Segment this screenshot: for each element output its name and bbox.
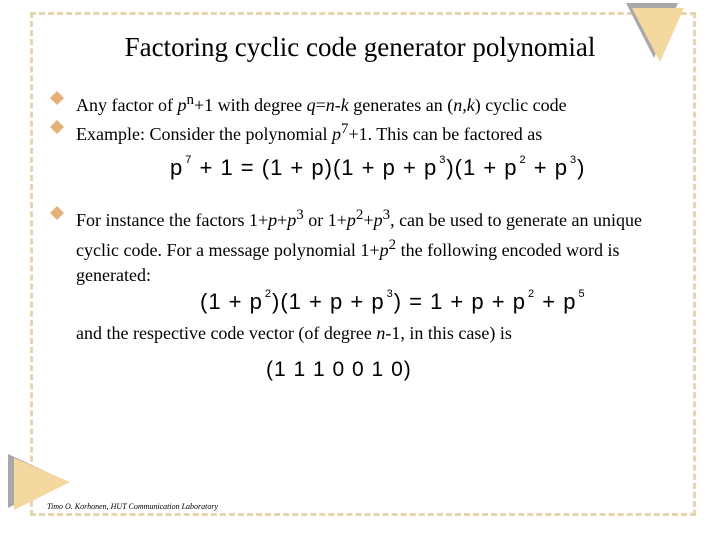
diamond-bullet-icon [50, 88, 76, 105]
code-vector: (1 1 1 0 0 1 0) [266, 358, 412, 381]
encoding-equation: (1 + p $^2$)(1 + p + p $^3$) = 1 + p + p $^2$ + p $^5$ [200, 288, 586, 314]
bullet-text: Example: Consider the polynomial $p^7+1$. This can be factored as [76, 121, 543, 144]
diamond-bullet-icon [50, 203, 76, 220]
code-vector-description: and the respective code vector (of degree n-1, in this case) is [76, 323, 512, 343]
factorization-equation: p $^7$ + 1 = (1 + p)(1 + p + p $^3$)(1 + p $^2$ + p $^3$) [170, 154, 586, 180]
bullet-text: For instance the factors $1+p+p^3$ or $1+p^2+p^3$, can be used to generate an unique cyclic code. For a message polynomial $1+p^2$ the following encoded word is generated: [76, 207, 642, 285]
slide-title: Factoring cyclic code generator polynomial [124, 32, 596, 62]
bullet-item-3 [50, 203, 650, 288]
bullet-item-2 [50, 117, 650, 147]
bullet-text: Any factor of $p^n+1$ with degree q=n-k generates an (n,k) cyclic code [76, 92, 567, 115]
diamond-bullet-icon [50, 117, 76, 134]
bullet-item-1 [50, 88, 650, 118]
footer-credit: Timo O. Korhonen, HUT Communication Laboratory [47, 502, 219, 511]
